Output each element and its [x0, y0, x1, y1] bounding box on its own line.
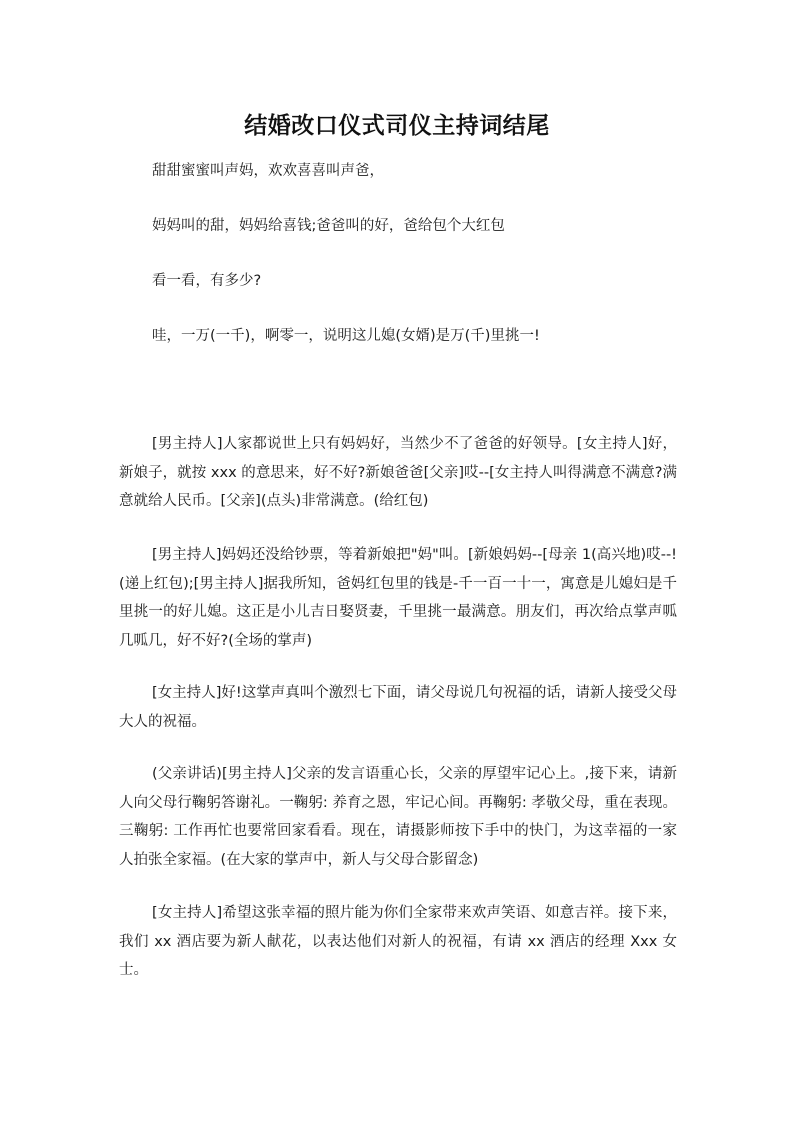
- paragraph-2: [男主持人]妈妈还没给钞票，等着新娘把"妈"叫。[新娘妈妈--[母亲 1(高兴地)哎--!(递上红包);[男主持人]据我所知，爸妈红包里的钱是-千一百一十一，寓意是儿媳妇是千里挑一的好儿媳。这正是小儿吉日娶贤妻，千里挑一最满意。朋友们，再次给点掌声呱几呱几，好不好?(全场的掌声): [119, 547, 677, 649]
- paragraph-5: [女主持人]希望这张幸福的照片能为你们全家带来欢声笑语、如意吉祥。接下来，我们 xx 酒店要为新人献花，以表达他们对新人的祝福，有请 xx 酒店的经理 Xxx 女士。: [119, 905, 677, 978]
- intro-line-4: 哇，一万(一千)，啊零一，说明这儿媳(女婿)是万(千)里挑一!: [152, 328, 540, 344]
- paragraph-1: [男主持人]人家都说世上只有妈妈好，当然少不了爸爸的好领导。[女主持人]好，新娘子，就按 xxx 的意思来，好不好?新娘爸爸[父亲]哎--[女主持人叫得满意不满意?满意就给人民币。[父亲](点头)非常满意。(给红包): [119, 436, 677, 509]
- document-title: 结婚改口仪式司仪主持词结尾: [244, 113, 550, 139]
- intro-line-3: 看一看，有多少?: [152, 273, 262, 289]
- intro-line-1: 甜甜蜜蜜叫声妈，欢欢喜喜叫声爸，: [152, 163, 384, 179]
- paragraph-4: (父亲讲话)[男主持人]父亲的发言语重心长，父亲的厚望牢记心上。,接下来，请新人向父母行鞠躬答谢礼。一鞠躬: 养育之恩，牢记心间。再鞠躬: 孝敬父母，重在表现。三鞠躬: 工作再忙也要常回家看看。现在，请摄影师按下手中的快门，为这幸福的一家人拍张全家福。(在大家的掌声中，新人与父母合影留念): [119, 766, 677, 868]
- intro-line-2: 妈妈叫的甜，妈妈给喜钱;爸爸叫的好，爸给包个大红包: [152, 218, 505, 234]
- paragraph-3: [女主持人]好!这掌声真叫个激烈七下面，请父母说几句祝福的话，请新人接受父母大人的祝福。: [119, 685, 677, 730]
